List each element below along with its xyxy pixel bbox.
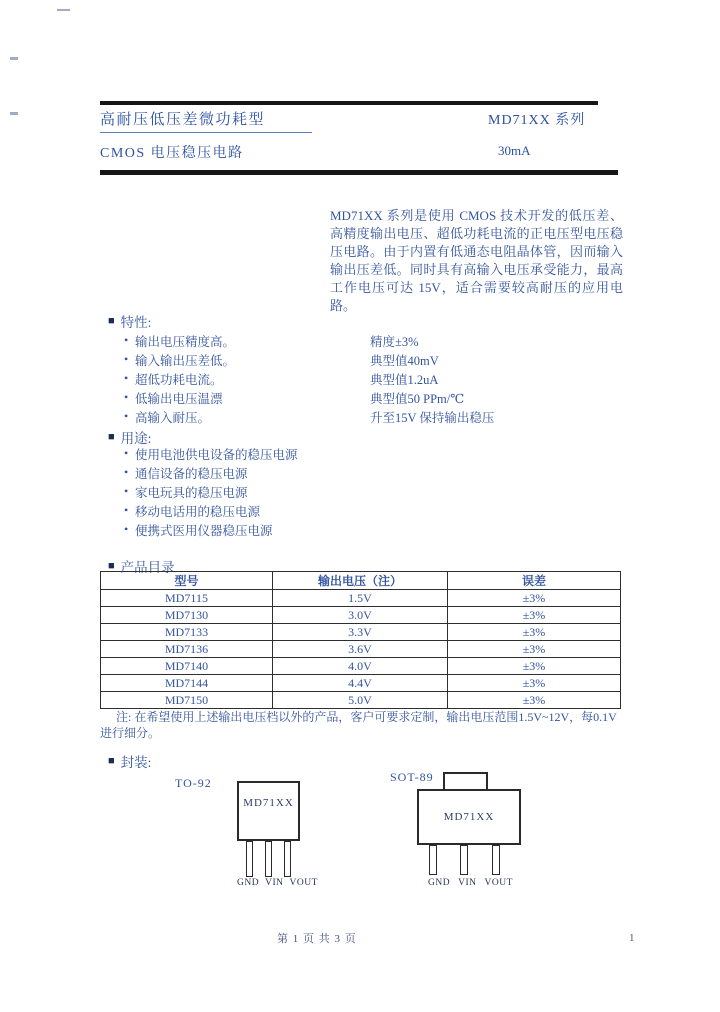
use-item (124, 463, 298, 482)
feature-value: 精度±3% (370, 334, 419, 349)
use-item (124, 520, 298, 539)
table-row (101, 590, 621, 607)
catalog-heading-label: 产品目录 (120, 560, 175, 575)
use-item (124, 444, 298, 463)
pin-label-gnd: GND (428, 878, 451, 888)
bullet-icon: • (124, 409, 129, 423)
bullet-icon: • (124, 465, 129, 479)
features-heading-label: 特性: (120, 315, 152, 330)
feature-label: 低输出电压温漂 (135, 391, 223, 406)
cell-voltage: 3.3V (273, 624, 448, 641)
series-label: MD71XX 系列 (488, 113, 586, 128)
feature-item (124, 369, 494, 388)
table-header-row (101, 572, 621, 590)
use-label: 家电玩具的稳压电源 (135, 485, 248, 500)
feature-label: 输入输出压差低。 (135, 353, 236, 368)
section-marker-icon: ■ (108, 430, 115, 443)
feature-value: 典型值40mV (370, 353, 439, 368)
cell-tolerance: ±3% (448, 658, 621, 675)
cell-model: MD7130 (101, 607, 273, 624)
feature-label: 高输入耐压。 (135, 410, 211, 425)
bullet-icon: • (124, 484, 129, 498)
doc-title: 高耐压低压差微功耗型 (100, 112, 266, 128)
chip-label: MD71XX (443, 811, 495, 823)
cell-voltage: 4.4V (273, 675, 448, 692)
intro-paragraph: MD71XX 系列是使用 CMOS 技术开发的低压差、高精度输出电压、超低功耗电流的正电压型电压稳压电路。由于内置有低通态电阻晶体管，因而输入输出压差低。同时具有高输入电压承受能力，最高工作电压可达 15V，适合需要较高耐压的应用电路。 (330, 208, 623, 313)
section-marker-icon: ■ (108, 559, 115, 572)
uses-heading-label: 用途: (120, 431, 152, 446)
sot89-pin-lead-icon (429, 845, 437, 875)
feature-label: 超低功耗电流。 (135, 372, 223, 387)
cell-voltage: 1.5V (273, 590, 448, 607)
sot89-pin-labels (428, 878, 513, 888)
bullet-icon: • (124, 352, 129, 366)
page-indicator: 第 1 页 共 3 页 (277, 933, 357, 945)
title-underline (100, 132, 312, 133)
table-row (101, 658, 621, 675)
use-item (124, 501, 298, 520)
cell-model: MD7144 (101, 675, 273, 692)
table-row (101, 641, 621, 658)
pin-label-vout: VOUT (484, 878, 513, 888)
pin-label-vin: VIN (458, 878, 477, 888)
to92-pin-lead-icon (265, 841, 272, 877)
scan-artifact (57, 9, 70, 11)
feature-item (124, 350, 494, 369)
cell-tolerance: ±3% (448, 641, 621, 658)
cell-model: MD7140 (101, 658, 273, 675)
use-label: 通信设备的稳压电源 (135, 466, 248, 481)
to92-pin-labels (237, 878, 318, 888)
header-title-row (100, 108, 620, 130)
bullet-icon: • (124, 503, 129, 517)
header-rule-top (100, 101, 598, 105)
packages-heading-label: 封装: (120, 755, 152, 770)
chip-label: MD71XX (243, 797, 294, 809)
cell-model: MD7115 (101, 590, 273, 607)
cell-tolerance: ±3% (448, 675, 621, 692)
cell-tolerance: ±3% (448, 692, 621, 709)
cell-voltage: 5.0V (273, 692, 448, 709)
bullet-icon: • (124, 371, 129, 385)
to92-pin-lead-icon (284, 841, 291, 877)
pin-label-gnd: GND (237, 878, 260, 888)
cell-model: MD7150 (101, 692, 273, 709)
cell-model: MD7136 (101, 641, 273, 658)
col-header-model: 型号 (101, 572, 273, 590)
package-name-to92: TO-92 (175, 776, 212, 790)
cell-voltage: 3.6V (273, 641, 448, 658)
feature-value: 典型值1.2uA (370, 372, 439, 387)
table-row (101, 624, 621, 641)
cell-voltage: 4.0V (273, 658, 448, 675)
pin-label-vout: VOUT (289, 878, 318, 888)
to92-package-outline (237, 781, 300, 841)
current-rating: 30mA (498, 143, 531, 158)
cell-model: MD7133 (101, 624, 273, 641)
table-row (101, 607, 621, 624)
feature-item (124, 407, 494, 426)
header-subtitle-row (100, 142, 620, 164)
use-item (124, 482, 298, 501)
use-label: 移动电话用的稳压电源 (135, 504, 261, 519)
sot89-pin-lead-icon (460, 845, 468, 875)
bullet-icon: • (124, 446, 129, 460)
feature-value: 升至15V 保持输出稳压 (370, 410, 495, 425)
cell-tolerance: ±3% (448, 590, 621, 607)
scan-artifact (10, 57, 18, 60)
section-marker-icon: ■ (108, 754, 115, 767)
col-header-tolerance: 误差 (448, 572, 621, 590)
page-number: 1 (629, 932, 635, 944)
product-table (100, 571, 621, 709)
feature-item (124, 388, 494, 407)
bullet-icon: • (124, 390, 129, 404)
to92-pin-lead-icon (246, 841, 253, 877)
table-row (101, 692, 621, 709)
features-list (124, 331, 494, 426)
use-label: 便携式医用仪器稳压电源 (135, 523, 273, 538)
cell-tolerance: ±3% (448, 607, 621, 624)
col-header-voltage: 输出电压（注） (273, 572, 448, 590)
scan-artifact (10, 112, 18, 115)
bullet-icon: • (124, 333, 129, 347)
pin-label-vin: VIN (265, 878, 284, 888)
bullet-icon: • (124, 522, 129, 536)
section-features-heading (108, 311, 151, 331)
section-marker-icon: ■ (108, 314, 115, 327)
table-note: 注: 在希望使用上述输出电压档以外的产品，客户可要求定制，输出电压范围1.5V~12V，每0.1V 进行细分。 (100, 710, 617, 740)
uses-list (124, 444, 298, 539)
package-name-sot89: SOT-89 (390, 770, 434, 784)
feature-value: 典型值50 PPm/℃ (370, 391, 465, 406)
header-rule-bottom (100, 170, 618, 175)
cell-tolerance: ±3% (448, 624, 621, 641)
feature-label: 输出电压精度高。 (135, 334, 236, 349)
section-packages-heading (108, 751, 151, 771)
sot89-package-outline (417, 789, 521, 845)
cell-voltage: 3.0V (273, 607, 448, 624)
doc-subtitle: CMOS 电压稳压电路 (100, 146, 244, 161)
use-label: 使用电池供电设备的稳压电源 (135, 447, 298, 462)
feature-item (124, 331, 494, 350)
sot89-pin-lead-icon (492, 845, 500, 875)
table-row (101, 675, 621, 692)
